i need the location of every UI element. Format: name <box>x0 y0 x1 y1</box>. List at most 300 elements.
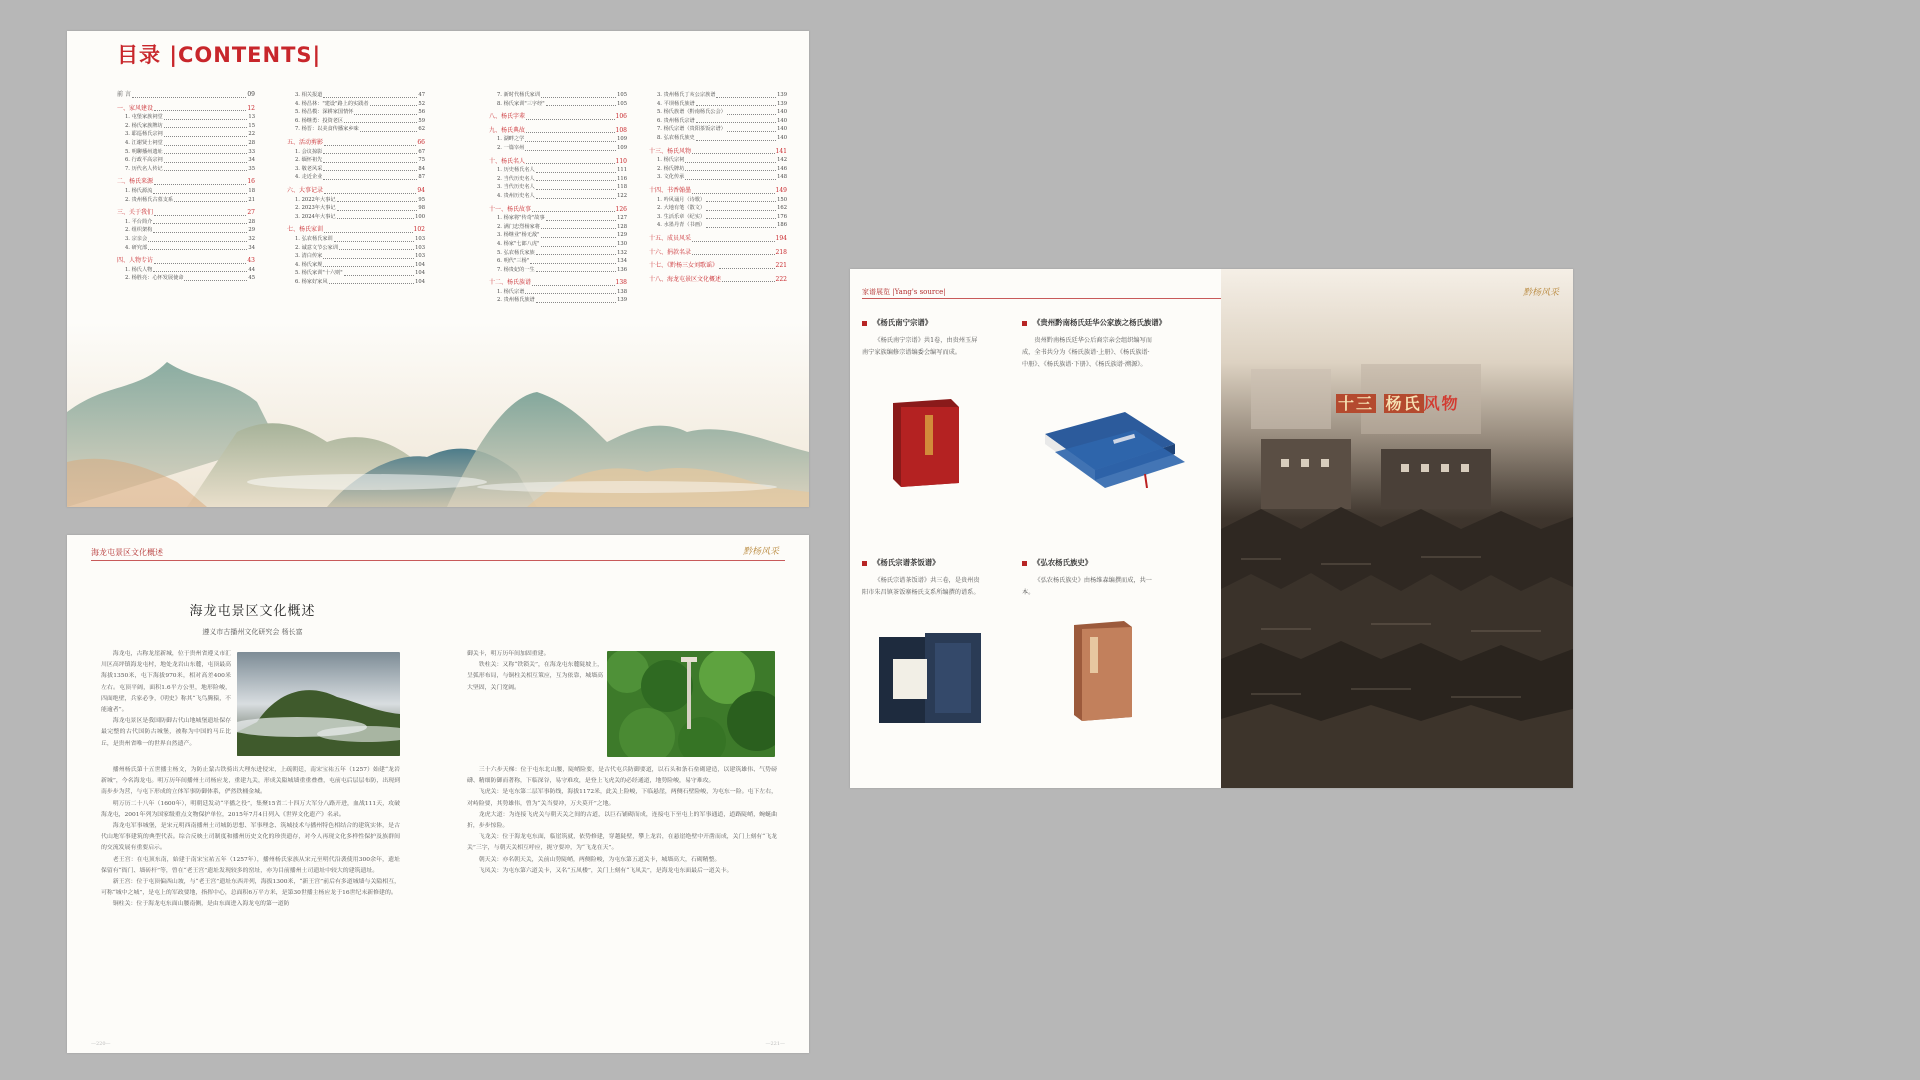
toc-leader-dots <box>174 196 247 203</box>
article-paragraph: 三十六步天梯：位于屯东北山腰，陡峭险要，是古代屯兵防御要道，以石头和条石垒砌建造，以建筑雄伟、气势磅礴、精细防御而著称，下临深谷，易守难攻，是登上飞虎关的必经通道，地势险峻，易守难攻。 <box>467 767 777 785</box>
toc-entry <box>117 156 255 165</box>
toc-entry <box>649 134 787 143</box>
chapter-banner <box>1336 391 1460 414</box>
toc-entry <box>287 156 425 165</box>
toc-leader-dots <box>696 117 776 124</box>
toc-entry <box>117 187 255 196</box>
toc-entry-title: 四、人物专访 <box>117 257 154 265</box>
toc-entry <box>489 231 627 240</box>
article-paragraph: 龙虎大道：为连接飞虎关与朝天关之间的古道，以巨石铺砌而成，连接屯下至屯上的军事通道，道路陡峭，蜿蜒曲折，步步惊险。 <box>467 811 777 830</box>
toc-column-1 <box>117 91 255 283</box>
toc-entry-title: 3. 当代历史名人 <box>497 184 535 191</box>
article-col-left-bottom <box>101 765 400 911</box>
toc-entry <box>287 261 425 270</box>
toc-entry-title: 2. 2023年大事记 <box>295 205 336 212</box>
toc-entry-page: 221 <box>775 262 787 270</box>
article-spread <box>67 535 809 1053</box>
toc-leader-dots <box>148 235 247 242</box>
toc-entry <box>117 178 255 187</box>
toc-entry <box>117 196 255 205</box>
toc-entry-title: 6. 行政平高宗祠 <box>125 157 163 164</box>
toc-entry-page: 148 <box>777 174 787 181</box>
toc-entry-page: 194 <box>775 234 787 242</box>
chapter-number: 十三 <box>1338 394 1375 413</box>
toc-entry <box>489 223 627 232</box>
book-description: 《杨氏南宁宗谱》共1卷，由贵州玉屏南宁家族编修宗谱编委会编写而成。 <box>862 337 978 356</box>
toc-entry-title: 七、杨氏家训 <box>287 226 324 234</box>
toc-entry-page: 176 <box>777 213 787 220</box>
toc-entry-title: 4. 杨家"七郎八虎" <box>497 240 540 247</box>
running-head: 海龙屯景区文化概述 <box>91 548 163 557</box>
article-col-right-top <box>467 649 603 694</box>
toc-entry-page: 28 <box>248 139 255 146</box>
toc-entry <box>117 148 255 157</box>
toc-leader-dots <box>716 91 776 98</box>
article-paragraph: 御关卡，明万历年间加固重建。 <box>467 651 550 657</box>
running-head: 家谱展览 |Yang's source| <box>862 288 946 296</box>
toc-entry-page: 122 <box>617 192 627 199</box>
toc-entry-title: 5. 明聊播州遗址 <box>125 148 163 155</box>
toc-entry-page: 21 <box>248 196 255 203</box>
article-paragraph: 飞凤关：为屯东第六道关卡，又名“五凤楼”，关门上刻有“飞凤关”，是海龙屯东面最后一道关卡。 <box>478 867 733 874</box>
toc-leader-dots <box>706 213 776 220</box>
toc-entry-page: 67 <box>418 148 425 155</box>
toc-leader-dots <box>536 166 616 173</box>
toc-leader-dots <box>164 122 248 129</box>
toc-entry-page: 56 <box>418 109 425 116</box>
genealogy-spread <box>850 269 1573 788</box>
toc-entry <box>649 91 787 100</box>
book-cover-brown <box>1068 619 1138 723</box>
toc-entry <box>489 166 627 175</box>
toc-entry-title: 4. 贵州历史名人 <box>497 192 535 199</box>
toc-leader-dots <box>164 156 248 163</box>
toc-leader-dots <box>526 113 615 120</box>
article-paragraph: 飞虎关：是屯东第二层军事防线，海拔1172米，此关上险峻，下临悬崖，两侧石壁险峻，为屯东一险。屯下左右，对峙险要，其势雄伟，曾为“关当要冲，万夫莫开”之地。 <box>467 789 777 807</box>
toc-entry-page: 130 <box>617 240 627 247</box>
toc-entry-page: 98 <box>418 205 425 212</box>
toc-entry-page: 103 <box>415 253 425 260</box>
article-paragraph: 新王宫：位于屯顶偏西山坡，与“老王宫”遗址东西并列，海拔1300米，“新王宫”前后有多道城墙与关隘相互，可称“城中之城”，是屯上的军政要地，指挥中心，总面积6万平方米，是第30世播主杨应龙于16世纪末新修建的。 <box>101 879 400 897</box>
toc-leader-dots <box>692 249 775 256</box>
toc-entry-page: 33 <box>248 148 255 155</box>
toc-entry-title: 7. 杨氏宗谱（贵阳茶饭宗谱） <box>657 126 726 133</box>
logo-seal: 黔杨风采 <box>742 547 779 557</box>
toc-leader-dots <box>337 213 415 220</box>
toc-leader-dots <box>337 196 418 203</box>
toc-leader-dots <box>692 235 775 242</box>
toc-entry <box>287 108 425 117</box>
toc-entry-title: 2. 杨氏家族牌坊 <box>125 122 163 129</box>
toc-entry-page: 29 <box>248 227 255 234</box>
toc-leader-dots <box>153 187 247 194</box>
book-description: 《弘农杨氏族史》由杨维森编撰而成，共一本。 <box>1022 577 1152 596</box>
toc-leader-dots <box>536 192 616 199</box>
toc-entry-title: 前 言 <box>117 91 131 98</box>
chapter-cover-page <box>1221 269 1573 788</box>
toc-leader-dots <box>536 266 616 273</box>
toc-entry-title: 7. 历代名人传记 <box>125 165 163 172</box>
toc-entry <box>649 196 787 205</box>
toc-leader-dots <box>532 279 615 286</box>
toc-entry-title: 二、杨氏来源 <box>117 178 154 186</box>
toc-entry-page: 162 <box>777 205 787 212</box>
toc-entry-page: 142 <box>777 157 787 164</box>
toc-entry-page: 118 <box>617 184 627 191</box>
toc-entry-page: 34 <box>248 244 255 251</box>
header-rule <box>862 298 1221 299</box>
toc-entry <box>287 278 425 287</box>
toc-entry-title: 1. 杨氏人物 <box>125 266 153 273</box>
toc-leader-dots <box>526 158 615 165</box>
toc-entry <box>489 214 627 223</box>
toc-entry-title: 1. 湖畔之学 <box>497 136 525 143</box>
toc-entry <box>117 218 255 227</box>
toc-entry-page: 87 <box>418 174 425 181</box>
toc-entry-page: 140 <box>777 109 787 116</box>
toc-entry <box>649 173 787 182</box>
toc-entry-title: 4. 走近企业 <box>295 174 323 181</box>
toc-entry-page: 18 <box>248 187 255 194</box>
landscape-painting <box>67 322 809 507</box>
toc-leader-dots <box>727 125 776 132</box>
toc-leader-dots <box>541 231 617 238</box>
toc-leader-dots <box>344 117 417 124</box>
article-paragraph: 朝天关：亦名朝天关，关前山势陡峭，两侧险峻，为屯东第五道关卡，城墙高大，石砌精整。 <box>478 856 721 863</box>
toc-entry-title: 2. 贵州杨氏族谱 <box>497 297 535 304</box>
toc-entry <box>649 100 787 109</box>
toc-leader-dots <box>323 165 417 172</box>
toc-entry <box>489 266 627 275</box>
toc-leader-dots <box>706 204 776 211</box>
toc-entry <box>489 296 627 305</box>
toc-entry-page: 75 <box>418 157 425 164</box>
toc-entry <box>117 105 255 114</box>
toc-entry <box>287 173 425 182</box>
toc-entry-title: 1. 2022年大事记 <box>295 196 336 203</box>
toc-entry-title: 1. 屯堡家族祠堂 <box>125 114 163 121</box>
toc-entry <box>287 139 425 148</box>
toc-entry-page: 47 <box>418 92 425 98</box>
toc-entry <box>489 257 627 266</box>
toc-leader-dots <box>719 262 775 269</box>
toc-entry <box>287 244 425 253</box>
toc-entry-title: 1. 杨家将"传奇"故事 <box>497 215 545 222</box>
toc-entry-title: 5. 杨昌模：深耕家国情怀 <box>295 109 354 116</box>
toc-entry-title: 4. 研究部 <box>125 244 148 251</box>
toc-entry-title: 3. 生活乐章（纪实） <box>657 213 706 220</box>
toc-leader-dots <box>727 108 776 115</box>
toc-entry <box>287 252 425 261</box>
toc-entry-title: 2. 组织架构 <box>125 227 153 234</box>
toc-leader-dots <box>525 144 616 151</box>
toc-spread <box>67 31 809 507</box>
toc-entry-title: 一、家风建设 <box>117 104 154 112</box>
toc-entry <box>649 213 787 222</box>
toc-entry <box>117 139 255 148</box>
toc-entry-title: 5. 杨氏家训"十六则" <box>295 270 343 277</box>
header-rule <box>91 560 785 561</box>
toc-entry <box>287 187 425 196</box>
toc-entry-title: 1. 历史杨氏名人 <box>497 167 535 174</box>
toc-entry <box>117 235 255 244</box>
toc-entry <box>287 269 425 278</box>
toc-entry-title: 1. 杨氏源流 <box>125 187 153 194</box>
toc-leader-dots <box>164 165 248 172</box>
toc-entry-page: 13 <box>248 114 255 121</box>
book-description: 贵州黔南杨氏廷华公后裔宗亲会组织编写而成，全书共分为《杨氏族谱·上册》、《杨氏族谱·中册》、《杨氏族谱·下册》、《杨氏族谱·溯源》。 <box>1022 337 1152 368</box>
toc-entry-title: 3. 杨继业"杨无敌" <box>497 232 540 239</box>
toc-entry-title: 5. 弘农杨氏家族 <box>497 249 535 256</box>
toc-entry <box>287 100 425 109</box>
toc-entry-page: 140 <box>777 117 787 124</box>
book-title: 《贵州黔南杨氏廷华公家族之杨氏族谱》 <box>1022 317 1212 328</box>
toc-entry-page: 138 <box>615 279 627 287</box>
toc-entry <box>117 274 255 283</box>
toc-leader-dots <box>685 156 776 163</box>
toc-entry-title: 1. 平台简介 <box>125 218 153 225</box>
toc-leader-dots <box>354 108 417 115</box>
toc-entry-page: 105 <box>617 92 627 98</box>
toc-entry-title: 1. 吟风诵月（诗歌） <box>657 196 706 203</box>
toc-entry-page: 28 <box>248 218 255 225</box>
toc-leader-dots <box>536 249 616 256</box>
toc-column-2 <box>287 91 425 286</box>
chapter-name-tail: 风物 <box>1423 394 1460 413</box>
toc-leader-dots <box>154 178 246 185</box>
toc-entry <box>489 91 627 100</box>
toc-entry <box>287 165 425 174</box>
toc-leader-dots <box>685 173 776 180</box>
toc-leader-dots <box>339 244 414 251</box>
toc-leader-dots <box>722 276 775 283</box>
toc-entry-page: 52 <box>418 100 425 107</box>
toc-entry <box>287 117 425 126</box>
toc-leader-dots <box>323 261 414 268</box>
toc-entry-page: 105 <box>617 100 627 107</box>
article-paragraph: 飞龙关：位于海龙屯东面，临崖筑就，依势修建，穿越陡壁，攀上龙岩，在悬崖绝壁中开凿而成，关门上刻有“飞龙关”三字，与朝天关相互呼应，扼守要冲，为“飞龙在天”。 <box>467 834 777 852</box>
toc-entry-page: 128 <box>617 223 627 230</box>
toc-entry-page: 09 <box>247 91 255 98</box>
toc-leader-dots <box>706 196 776 203</box>
toc-leader-dots <box>696 134 776 141</box>
article-byline: 遵义市古播州文化研究会 杨长富 <box>202 628 303 636</box>
toc-entry <box>287 125 425 134</box>
toc-entry-title: 十一、杨氏故事 <box>489 205 532 213</box>
toc-entry-title: 6. 贵州杨氏宗谱 <box>657 117 695 124</box>
toc-entry-title: 十八、海龙屯景区文化概述 <box>649 275 722 283</box>
toc-leader-dots <box>323 173 417 180</box>
toc-leader-dots <box>153 218 247 225</box>
toc-entry <box>649 165 787 174</box>
toc-leader-dots <box>323 148 417 155</box>
toc-entry-title: 8. 杨氏家训"三字经" <box>497 100 545 107</box>
old-town-photo <box>1221 359 1573 788</box>
toc-entry <box>117 244 255 253</box>
toc-entry <box>649 187 787 196</box>
toc-entry-title: 2. 满门忠烈杨家将 <box>497 223 540 230</box>
toc-entry-title: 1. 会议掠影 <box>295 148 323 155</box>
toc-entry-title: 7. 杨贵妃的一生 <box>497 266 535 273</box>
toc-entry-page: 102 <box>413 226 425 234</box>
toc-leader-dots <box>132 91 246 98</box>
toc-entry-page: 186 <box>777 222 787 229</box>
toc-leader-dots <box>323 252 414 259</box>
toc-entry <box>287 148 425 157</box>
toc-entry-title: 3. 相关报道 <box>295 92 323 98</box>
photo-forest-tower <box>607 651 775 757</box>
toc-entry-title: 1. 弘农杨氏家训 <box>295 235 333 242</box>
toc-leader-dots <box>360 125 418 132</box>
toc-entry-page: 35 <box>248 165 255 172</box>
toc-entry <box>649 148 787 157</box>
toc-heading <box>117 39 321 69</box>
toc-leader-dots <box>526 127 615 134</box>
toc-entry-page: 43 <box>247 257 255 265</box>
toc-leader-dots <box>153 266 247 273</box>
toc-leader-dots <box>154 257 246 264</box>
toc-entry-page: 45 <box>248 275 255 282</box>
article-col-left-top <box>101 649 231 750</box>
toc-entry-page: 126 <box>615 205 627 213</box>
toc-entry-page: 134 <box>617 258 627 265</box>
toc-entry <box>489 288 627 297</box>
toc-entry <box>649 125 787 134</box>
toc-entry-page: 100 <box>415 213 425 220</box>
book-title: 《杨氏南宁宗谱》 <box>862 317 932 328</box>
toc-entry <box>489 113 627 122</box>
toc-entry <box>287 91 425 100</box>
toc-leader-dots <box>525 135 616 142</box>
book-list-page <box>850 269 1221 788</box>
article-paragraph: 明万历二十八年（1600年），明朝廷发动“平播之役”，集聚15省二十四万大军分八路开进，血战111天，攻破海龙屯，2001年列为国家级重点文物保护单位，2015年7月4日列入《世界文化遗产》名录。 <box>101 800 400 818</box>
toc-leader-dots <box>184 274 247 281</box>
toc-entry-page: 104 <box>415 261 425 268</box>
toc-entry-title: 3. 清白传家 <box>295 253 323 260</box>
toc-entry <box>489 192 627 201</box>
toc-leader-dots <box>153 226 247 233</box>
toc-leader-dots <box>337 204 418 211</box>
toc-entry-title: 3. 文化传承 <box>657 174 685 181</box>
toc-entry-page: 12 <box>247 104 255 112</box>
toc-entry-title: 7. 新时代杨氏家训 <box>497 92 540 98</box>
toc-entry-title: 五、活动剪影 <box>287 138 324 146</box>
book-set-navy <box>875 629 985 729</box>
toc-entry <box>117 91 255 100</box>
book-title: 《弘农杨氏族史》 <box>1022 557 1092 568</box>
toc-column-3 <box>489 91 627 305</box>
toc-entry-title: 六、大事记录 <box>287 186 324 194</box>
toc-leader-dots <box>696 100 776 107</box>
toc-entry-title: 6. 杨家好家风 <box>295 278 328 285</box>
toc-entry-title: 九、杨氏典故 <box>489 126 526 134</box>
toc-entry-title: 十二、杨氏族谱 <box>489 279 532 287</box>
photo-haolongtun-mist <box>237 652 400 756</box>
toc-leader-dots <box>148 244 247 251</box>
toc-entry-page: 104 <box>415 270 425 277</box>
toc-entry-title: 5. 杨氏族谱（黔南杨氏公会） <box>657 109 726 116</box>
toc-entry-page: 95 <box>418 196 425 203</box>
toc-entry-page: 141 <box>775 147 787 155</box>
toc-entry-title: 3. 宗亲会 <box>125 235 148 242</box>
toc-leader-dots <box>706 221 776 228</box>
toc-entry-page: 150 <box>777 196 787 203</box>
toc-entry <box>117 209 255 218</box>
toc-leader-dots <box>323 91 417 98</box>
toc-entry <box>287 235 425 244</box>
toc-heading-cn: 目录 <box>117 43 161 67</box>
toc-entry-page: 15 <box>248 122 255 129</box>
toc-entry-page: 34 <box>248 157 255 164</box>
toc-entry-page: 84 <box>418 165 425 172</box>
toc-entry <box>489 158 627 167</box>
toc-entry <box>489 100 627 109</box>
toc-leader-dots <box>536 183 616 190</box>
toc-entry-title: 2. 杨氏牌坊 <box>657 165 685 172</box>
toc-entry <box>287 196 425 205</box>
toc-entry-title: 8. 弘农杨氏族史 <box>657 134 695 141</box>
toc-entry-page: 22 <box>248 131 255 138</box>
toc-entry-page: 149 <box>775 186 787 194</box>
toc-entry-page: 27 <box>247 209 255 217</box>
toc-entry-page: 136 <box>617 266 627 273</box>
toc-entry-page: 59 <box>418 117 425 124</box>
article-paragraph: 海龙屯军事城堡，是宋元明西南播州土司城防思想、军事理念、筑城技术与播州特色相结合的建筑实体，是古代山地军事建筑的典型代表。综合反映土司制度和播州历史文化的珍贵遗存，对今人再现文化多样性保护及族群间的交流发展有重要启示。 <box>101 823 400 852</box>
toc-entry-page: 146 <box>777 165 787 172</box>
toc-entry-title: 十七、《黔杨三女刘歌谣》 <box>649 262 719 270</box>
article-paragraph: 海龙屯，古称龙崖新城，位于贵州省遵义市汇川区高坪镇海龙屯村，地处龙岩山东麓，屯顶最高海拔1350米，屯下海拔970米，相对高差400米左右。屯顶平阔，面积1.6平方公里，地形险峻，四面绝壁，兵家必争，《明史》称其“飞鸟腾猿，不能逾者”。 <box>101 651 231 714</box>
toc-leader-dots <box>164 139 248 146</box>
article-paragraph: 铜柱关：位于海龙屯东面山腰南侧，是由东面进入海龙屯的第一道防 <box>112 901 290 908</box>
toc-entry-title: 2. 缅怀祖先 <box>295 157 323 164</box>
toc-leader-dots <box>370 100 418 107</box>
bullet-square-icon <box>862 561 867 566</box>
toc-entry <box>117 226 255 235</box>
toc-entry-page: 139 <box>777 92 787 98</box>
toc-entry-title: 6. 杨继勇：投资老区 <box>295 117 344 124</box>
toc-entry-title: 3. 敬老风采 <box>295 165 323 172</box>
toc-entry <box>489 206 627 215</box>
toc-entry <box>117 130 255 139</box>
toc-entry <box>649 235 787 244</box>
toc-entry-page: 32 <box>248 235 255 242</box>
toc-entry-page: 110 <box>615 157 627 165</box>
toc-entry-page: 139 <box>777 100 787 107</box>
toc-entry <box>489 240 627 249</box>
toc-entry-page: 140 <box>777 126 787 133</box>
toc-entry-page: 139 <box>617 297 627 304</box>
toc-entry-title: 1. 杨氏宗祠 <box>657 157 685 164</box>
toc-entry <box>117 113 255 122</box>
toc-entry <box>649 108 787 117</box>
toc-entry <box>117 122 255 131</box>
toc-leader-dots <box>536 296 616 303</box>
toc-leader-dots <box>324 187 416 194</box>
article-paragraph: 铁柱关：又称“铁锁关”，在海龙屯东麓陡坡上，呈弧形布局，与铜柱关相互策应，互为依靠，城墙高大坚固，关门宽阔。 <box>467 662 603 691</box>
toc-entry <box>489 279 627 288</box>
toc-entry-page: 140 <box>777 134 787 141</box>
toc-entry <box>117 257 255 266</box>
toc-entry-title: 4. 江谢贤士祠堂 <box>125 139 163 146</box>
toc-leader-dots <box>344 269 414 276</box>
toc-entry-title: 6. 明代"三杨" <box>497 258 530 265</box>
toc-entry-page: 111 <box>617 167 627 174</box>
toc-entry-page: 127 <box>617 215 627 222</box>
toc-entry-title: 2. 杨胜亮：心怀发展使命 <box>125 275 184 282</box>
toc-leader-dots <box>541 240 617 247</box>
toc-entry <box>287 226 425 235</box>
toc-entry-title: 3. 耶巡杨氏宗祠 <box>125 131 163 138</box>
